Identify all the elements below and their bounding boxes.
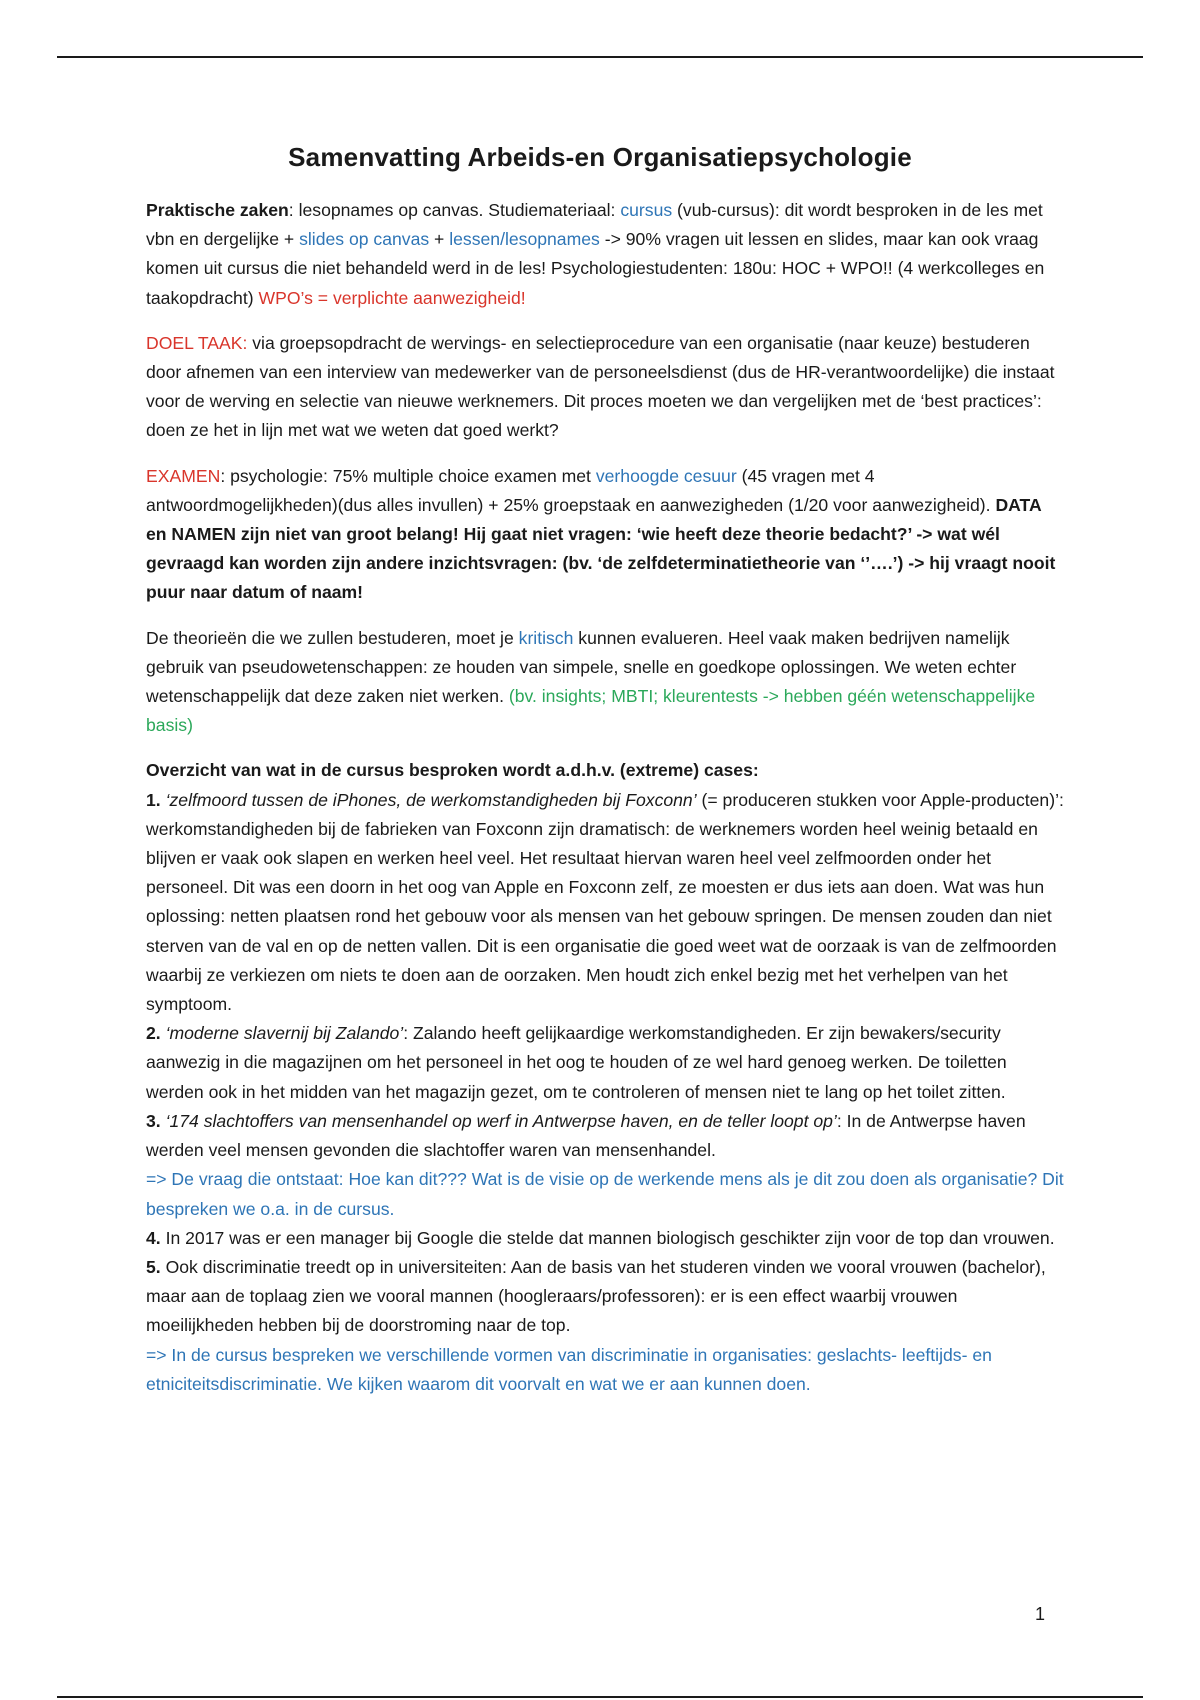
lessen-highlight: lessen/lesopnames	[449, 229, 600, 250]
slides-highlight: slides op canvas	[299, 229, 430, 250]
case-4	[146, 1224, 1066, 1253]
task-goal-label: DOEL TAAK:	[146, 332, 248, 353]
header-rule	[57, 56, 1143, 58]
page-number: 1	[1035, 1604, 1046, 1624]
case-1	[146, 786, 1066, 1020]
case-number: 4.	[146, 1227, 161, 1248]
case-title: ‘174 slachtoffers van mensenhandel op werf in Antwerpse haven, en de teller loopt op’	[165, 1110, 837, 1131]
exam-text-1: : psychologie: 75% multiple choice examen met	[220, 465, 596, 486]
practical-text-3: +	[429, 229, 450, 250]
case-text: (= produceren stukken voor Apple-producten)’: werkomstandigheden bij de fabrieken van Foxconn zijn dramatisch: de werknemers worden heel weinig betaald en blijven er vaak ook slapen en werken heel veel. Het resultaat hiervan waren heel veel zelfmoorden onder het personeel. Dit was een doorn in het oog van Apple en Foxconn zelf, ze moesten er dus iets aan doen. Wat was hun oplossing: netten plaatsen rond het gebouw voor als mensen van het gebouw springen. De mensen zouden dan niet sterven van de val en op de netten vallen. Dit is een organisatie die goed weet wat de oorzaak is van de zelfmoorden waarbij ze verkiezen om niets te doen aan de oorzaken. Men houdt zich enkel bezig met het verhelpen van het symptoom.	[146, 789, 1064, 1015]
practical-info-paragraph	[146, 196, 1066, 313]
cesuur-highlight: verhoogde cesuur	[595, 465, 737, 486]
practical-text-4: -> 90% vragen uit lessen en slides, maar kan ook vraag komen uit cursus die niet behandeld werd in de les! Psychologiestudenten: 180u: HOC + WPO!! (4 werkcolleges en taakopdracht)	[146, 229, 1045, 308]
case-3	[146, 1107, 1066, 1165]
kritisch-highlight: kritisch	[518, 627, 574, 648]
case-number: 5.	[146, 1256, 161, 1277]
case-title: ‘moderne slavernij bij Zalando’	[165, 1023, 404, 1044]
theories-paragraph	[146, 624, 1066, 741]
task-goal-text: via groepsopdracht de wervings- en selectieprocedure van een organisatie (naar keuze) bestuderen door afnemen van een interview van medewerker van de personeelsdienst (dus de HR-verantwoordelijke) die instaat voor de werving en selectie van nieuwe werknemers. Dit proces moeten we dan vergelijken met de ‘best practices’: doen ze het in lijn met wat we weten dat goed werkt?	[146, 332, 1055, 441]
case-text: In 2017 was er een manager bij Google die stelde dat mannen biologisch geschikter zijn voor de top dan vrouwen.	[160, 1227, 1055, 1248]
case-number: 3.	[146, 1110, 161, 1131]
exam-label: EXAMEN	[146, 465, 221, 486]
theories-text-2: kunnen evalueren. Heel vaak maken bedrijven namelijk gebruik van pseudowetenschappen: ze houden van simpele, snelle en goedkope oplossingen. We weten echter wetenschappelijk dat deze zaken niet werken.	[146, 627, 1017, 707]
theories-text-1: De theorieën die we zullen bestuderen, moet je	[146, 627, 519, 648]
case-text: : In de Antwerpse haven werden veel mensen gevonden die slachtoffer waren van mensenhandel.	[146, 1110, 1026, 1161]
case-text: Ook discriminatie treedt op in universiteiten: Aan de basis van het studeren vinden we vooral vrouwen (bachelor), maar aan de toplaag zien we vooral mannen (hoogleraars/professoren): er is een effect waarbij vrouwen moeilijkheden hebben bij de doorstroming naar de top.	[146, 1256, 1046, 1336]
case-2	[146, 1019, 1066, 1107]
case-title: ‘zelfmoord tussen de iPhones, de werkomstandigheden bij Foxconn’	[165, 789, 697, 810]
practical-text-2: (vub-cursus): dit wordt besproken in de les met vbn en dergelijke +	[146, 200, 1043, 250]
task-goal-paragraph	[146, 329, 1066, 446]
case-number: 2.	[146, 1023, 161, 1044]
practical-label: Praktische zaken	[146, 200, 289, 220]
case-text: : Zalando heeft gelijkaardige werkomstandigheden. Er zijn bewakers/security aanwezig in die magazijnen om het personeel in het oog te houden of ze wel hard genoeg werken. De toiletten werden ook in het midden van het magazijn gezet, om te controleren of mensen niet te lang op het toilet zitten.	[146, 1023, 1007, 1102]
pseudoscience-examples: (bv. insights; MBTI; kleurentests -> hebben géén wetenschappelijke basis)	[146, 686, 1036, 736]
document-body	[146, 196, 1066, 1399]
practical-text-1: : lesopnames op canvas. Studiemateriaal:	[288, 200, 621, 220]
exam-paragraph	[146, 462, 1066, 608]
wpo-highlight: WPO’s = verplichte aanwezigheid!	[258, 287, 526, 308]
exam-bold-note: DATA en NAMEN zijn niet van groot belang! Hij gaat niet vragen: ‘wie heeft deze theorie bedacht?’ -> wat wél gevraagd kan worden zijn andere inzichtsvragen: (bv. ‘de zelfdeterminatietheorie van ‘’….’) -> hij vraagt nooit puur naar datum of naam!	[146, 494, 1056, 603]
discrimination-note: => In de cursus bespreken we verschillende vormen van discriminatie in organisaties: geslachts- leeftijds- en etniciteitsdiscriminatie. We kijken waarom dit voorvalt en wat we er aan kunnen doen.	[146, 1344, 992, 1394]
question-note: => De vraag die ontstaat: Hoe kan dit??? Wat is de visie op de werkende mens als je dit zou doen als organisatie? Dit bespreken we o.a. in de cursus.	[146, 1169, 1064, 1219]
case-5	[146, 1253, 1066, 1341]
cursus-highlight: cursus	[620, 200, 673, 220]
overview-heading: Overzicht van wat in de cursus besproken wordt a.d.h.v. (extreme) cases:	[146, 760, 759, 781]
exam-text-2: (45 vragen met 4 antwoordmogelijkheden)(dus alles invullen) + 25% groepstaak en aanwezigheden (1/20 voor aanwezigheid).	[146, 465, 996, 515]
footer-rule	[57, 1696, 1143, 1698]
document-title: Samenvatting Arbeids-en Organisatiepsychologie	[288, 142, 912, 172]
case-number: 1.	[146, 789, 161, 810]
